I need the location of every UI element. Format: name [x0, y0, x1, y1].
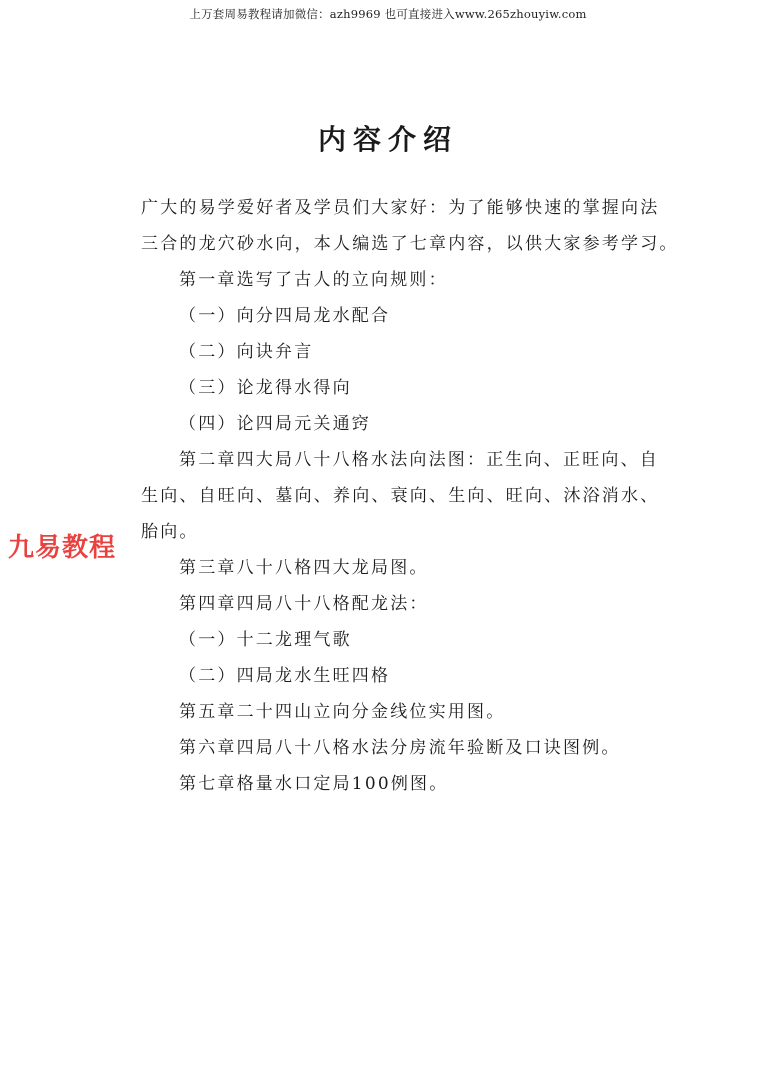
list-item: （四）论四局元关通窍: [179, 414, 371, 434]
paragraph-line: 胎向。: [141, 522, 199, 542]
header-note: 上万套周易教程请加微信：azh9969 也可直接进入www.265zhouyiw.com: [189, 7, 587, 21]
paragraph-line: 广大的易学爱好者及学员们大家好：为了能够快速的掌握向法: [141, 198, 660, 218]
chapter-line: 第三章八十八格四大龙局图。: [179, 558, 429, 578]
paragraph-line: 生向、自旺向、墓向、养向、衰向、生向、旺向、沐浴消水、: [141, 486, 660, 506]
page-title: 内容介绍: [317, 123, 458, 156]
list-item: （二）四局龙水生旺四格: [179, 666, 391, 686]
chapter-line: 第六章四局八十八格水法分房流年验断及口诀图例。: [179, 738, 621, 758]
list-item: （一）向分四局龙水配合: [179, 306, 391, 326]
paragraph-line: 三合的龙穴砂水向，本人编选了七章内容，以供大家参考学习。: [141, 234, 679, 254]
list-item: （一）十二龙理气歌: [179, 630, 352, 650]
chapter-line: 第二章四大局八十八格水法向法图：正生向、正旺向、自: [179, 450, 659, 470]
watermark-logo: 九易教程: [8, 533, 117, 563]
document-body: [141, 190, 679, 802]
list-item: （三）论龙得水得向: [179, 378, 352, 398]
chapter-line: 第一章选写了古人的立向规则：: [179, 270, 448, 290]
list-item: （二）向诀弁言: [179, 342, 314, 362]
chapter-line: 第七章格量水口定局100例图。: [179, 774, 449, 794]
chapter-line: 第五章二十四山立向分金线位实用图。: [179, 702, 506, 722]
chapter-line: 第四章四局八十八格配龙法：: [179, 594, 429, 614]
